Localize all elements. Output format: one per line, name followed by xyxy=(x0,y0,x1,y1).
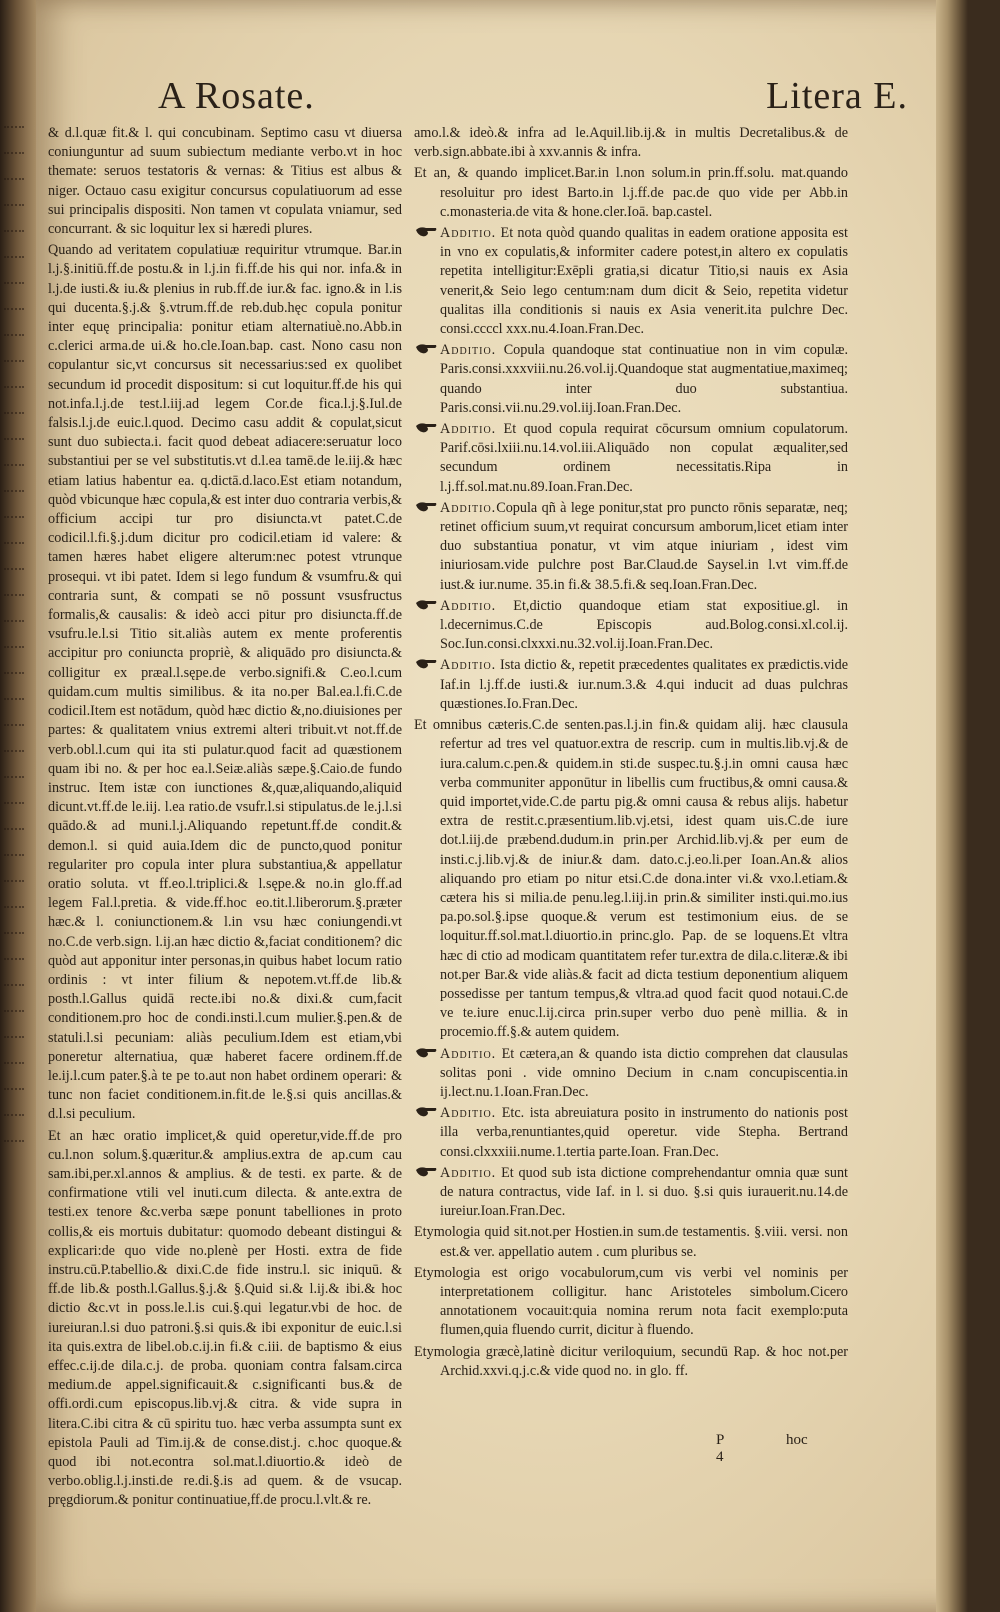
pointing-hand-icon xyxy=(414,497,438,517)
additio-note xyxy=(414,1045,848,1103)
additio-label: Additio. xyxy=(440,499,497,516)
additio-note xyxy=(414,224,848,339)
pointing-hand-icon xyxy=(414,222,438,242)
adjacent-page-text-fragment xyxy=(4,110,32,1150)
additio-label: Additio. xyxy=(440,1164,497,1181)
additio-note xyxy=(414,420,848,497)
additio-text: Copula qñ à lege ponitur,stat pro puncto rōnis separatæ, neq; retinet officium suum,vt requirat concursum amborum,licet etiam inter duo substantiua ponatur, vt vim atque iniuriam , idest vim iniuriosam.vide pulchre post Bar.Claud.de Saysel.in l.vt vim.ff.de iust.& iur.nume. 35.in fi.& 38.5.fi.& seq.Ioan.Fran.Dec. xyxy=(440,499,848,593)
paragraph: Et an hæc oratio implicet,& quid operetur,vide.ff.de pro cu.l.non solum.§.quæritur.& amplius.extra de ap.cum cau sam.ibi,per.xl.annos & amplius. & de testi. ex parte. & de confirmatione vtili vel inuti.cum dilecta. & ante.extra de testi.ex tenore &c.verba sæpe ponunt tabelliones in proto collis,& eis mortuis dubitatur: quomodo debeant distingui & explicari:de quo vide no.plenè per Hosti. extra de fide instru.cū.P.tabellio.& dixi.C.de fide instru.l. sic iniquū. & ff.de lib.& posth.l.Gallus.§.j.& §.Quid si.& l.ij.& ibi.& hoc dictio &c.vt in poss.le.l.is cui.§.qui legatur.vbi de hoc. de iureiuran.l.si duo patroni.§.si quis.& ibi exponitur de euic.l.si ita quis.extra de libel.ob.c.ij.in fi.& c.iii. de baptismo & eius effec.c.ij.de dila.c.j. de proba. quoniam contra falsam.circa medium.de appel.significauit.& c.significanti bus.& de offi.ordi.cum episcopus.lib.vj.& citra. & vide supra in litera.C.ibi citra & cū spiritu tuo. hæc verba assumpta sunt ex epistola Pauli ad Tim.ij.& de conse.dist.j. c.hoc quoque.& quod ibi not.econtra sol.mat.l.diuortio.& ideò de verbo.oblig.l.j.insti.de re.di.§.is ad quem. & de vsucap. pręgdiorum.& ponitur continuatiue,ff.de procu.l.vlt.& re. xyxy=(48,1127,402,1509)
additio-note xyxy=(414,341,848,418)
additio-note xyxy=(414,656,848,714)
additio-label: Additio. xyxy=(440,421,497,438)
book-page xyxy=(36,0,968,1612)
left-column xyxy=(48,124,402,1513)
pointing-hand-icon xyxy=(414,339,438,359)
catchword: hoc xyxy=(786,1432,808,1448)
right-column xyxy=(414,124,848,1383)
pointing-hand-icon xyxy=(414,1162,438,1182)
pointing-hand-icon xyxy=(414,418,438,438)
signature-mark: P 4 xyxy=(716,1432,724,1465)
entry-et-omnibus: Et omnibus cæteris.C.de senten.pas.l.j.in fin.& quidam alij. hæc clausula refertur ad tres vel quatuor.extra de rescrip. cum in multis.lib.vj.& de iura.calum.c.pen.& quidem.in sti.de suspec.tu.§.j.in omni causa hæc verba communiter apponūtur in libellis cum fructibus,& omni causa.& quid importet,vide.C.de partu pig.& omni causa & rebus alijs. habetur extra de restit.c.præsentium.lib.vj.etsi, idest quam uis.C.de iure dot.l.iij.de præbend.dudum.in prin.per Archid.lib.vj.& per eum de insti.c.j.lib.vj.& de iniur.& dam. dato.c.j.eo.li.per Ioan.An.& alios aliquando pro etiam po nitur etsi.C.de dona.inter vi.& vxo.l.etiam.& cætera his si milia.de penu.leg.l.iij.in prin.& similiter insti.qui.mo.ius pa.po.sol.§.ipse quoque.& verum est testimonium eius. de se loquitur.ff.sol.mat.l.diuortio.in princ.glo. Pap. de se loquens.Et vltra hæc di ctio ad modicam quantitatem refer tur.extra de dila.c.literæ.& ibi not.per Bar.& vide aliàs.& facit ad dicta testium deponentium aliquem possedisse per tantum tempus,& vltra.ad quod facit quod notaui.C.de ve te.iure enuc.l.ij.circa prin.super verbo duo penè millia. & in procemio.ff.§.& autem quidem. xyxy=(414,717,848,1041)
additio-note xyxy=(414,1164,848,1222)
additio-text: Et,dictio quandoque etiam stat expositiue.gl. in l.decernimus.C.de Episcopis aud.Bolog.consi.xl.col.ij. Soc.Iun.consi.clxxxi.nu.32.vol.ij.Ioan.Fran.Dec. xyxy=(440,597,848,653)
pointing-hand-icon xyxy=(414,1102,438,1122)
paragraph: & d.l.quæ fit.& l. qui concubinam. Septimo casu vt diuersa coniunguntur ad suum subiectum mediante verbo.vt in hoc themate: seruos testatoris & vernas: & Titius est albus & niger. Octauo casu exigitur concursus copulatiuorum ad esse sui principalis dispositi. Non tamen vt copulata vniamur, sed concurrant. & sic loquitur lex si hæredi plures. xyxy=(48,125,402,238)
additio-label: Additio. xyxy=(440,1105,497,1122)
paragraph: amo.l.& ideò.& infra ad le.Aquil.lib.ij.& in multis Decretalibus.& de verb.sign.abbate.ibi à xxv.annis & infra. xyxy=(414,125,848,161)
additio-text: Et nota quòd quando qualitas in eadem oratione apposita est in vno ex copulatis,& informiter cadere potest,in altero ex copulatis repetita intelligitur:Exēpli gratia,si dicatur Titio,si nauis ex Asia venerit,& Seio lego centum:nam dum dicit & Seio, repetita videtur qualitas illa conditionis si nauis ex Asia venerit.ita pulchre Dec. consi.ccccl xxx.nu.4.Ioan.Fran.Dec. xyxy=(440,225,848,338)
additio-label: Additio. xyxy=(440,597,497,614)
entry-etymologia: Etymologia est origo vocabulorum,cum vis verbi vel nominis per interpretationem colligitur. hanc Aristoteles simbolum.Cicero annotationem vocauit:quia nomina rerum nota facit exemplo:puta flumen,quia fluendo currit, dicitur à fluendo. xyxy=(414,1264,848,1339)
additio-label: Additio. xyxy=(440,225,497,242)
running-head-right: Litera E. xyxy=(766,75,908,117)
additio-note xyxy=(414,499,848,595)
additio-note xyxy=(414,597,848,655)
pointing-hand-icon xyxy=(414,595,438,615)
additio-label: Additio. xyxy=(440,657,497,674)
additio-label: Additio. xyxy=(440,1045,497,1062)
additio-text: Et quod sub ista dictione comprehendantur omnia quæ sunt de natura contractus, vide Iaf. in l. si duo. §.si quis iurauerit.nu.14.de iureiur.Ioan.Fran.Dec. xyxy=(440,1164,848,1220)
paragraph: Quando ad veritatem copulatiuæ requiritur vtrumque. Bar.in l.j.§.initiū.ff.de postu.& in l.j.in fi.ff.de his qui nor. infa.& in l.j.de iusti.& iu.& plenius in rub.ff.de iur.& fac. igno.& in l.is qui ducenta.§.j.& §.vtrum.ff.de reb.dub.hęc copula ponitur inter equę principalia: ponitur etiam alternatiuè.no.Abb.in c.clerici arma.de ui.& ho.cle.Ioan.bap. cast. Nono casu non copulantur sic,vt concursus sit necessarius:sed ex quolibet secundum id procedit dispositum: si cut loquitur.ff.de his qui not.infa.l.j.de test.l.iij.ad legem Cor.de fica.l.j.§.Iul.de falsis.l.j.de euic.l.quod. Decimo casu addit & copulat,sicut sunt duo subiecta.i. facit quod debeat adiacere:seruatur loco substantiui per se vel substitutis.vt d.l.ea tamē.de le.iij.& hæc etiam latius habentur ea. q.dictā.d.laco.Est etiam notandum, quòd vbicunque hæc copula,& est inter duo contraria verbis,& officium accipi tur pro disiuncta.vt patet.C.de codicil.l.fi.§.j.dum dicitur pro codicil.etiam id valere: & tamen hæres habet eligere alterum:nec potest vtrunque prosequi. vt ibi patet. Idem si lego fundum & vsumfru.& qui contraria sunt, & compati se nō possunt vsusfructus formalis,& causalis: & ideò acci pitur pro disiuncta.ff.de vsufru.le.l.si Titio sit.aliàs autem ex mente proferentis accipitur pro coniuncta propriè, & aliquādo pro disiuncta.& colligitur ex præal.l.sępe.de verbo.signifi.& C.eo.l.cum quidam.cum multis similibus. & ita no.per Bal.ea.l.fi.C.de codicil.Item est notādum, quòd hæc dictio &,no.diuisiones per partes: & qualitatem vnius extremi alteri tribuit.vt not.ff.de verb.obl.l.cum qui ita sti pulatur.quod facit ad quæstionem quam ibi no. & per hoc ea.l.Seiæ.aliàs sæpe.§.Caio.de fundo instruc. Item istæ con iunctiones &,quæ,aliquando,aliquid dicunt.vt.ff.de le.iij. l.ea ratio.de vsufr.l.si stipulatus.de le.j.l.si quādo.& ad muni.l.j.Aliquando repetunt.ff.de condit.& demon.l. si quid auia.Idem dic de puncto,quod ponitur regulariter pro copula inter plura substantiua,& appellatur oratio soluta. vt ff.eo.l.triplici.& l.sępe.& no.in glo.ff.ad legem Fal.l.pretia. & vide.ff.hoc eo.tit.l.liberorum.§.præter hæc.& l. coniunctionem.& l.in vsu hæc coniungendi.vt no.C.de verb.sign. l.ij.an hæc dictio &,faciat conditionem? dic quòd aut apponitur inter personas,in quibus habet locum ratio ordinis : vt inter filium & nepotem.vt.ff.de lib.& posth.l.Gallus quidā recte.ibi no.& dixi.& cum,facit conditionem.pro hoc de condi.insti.l.cum mulier.§.pen.& de statuli.l.si pecuniam: aliàs peculium.Idem est etiam,vbi poneretur alternatiua, quæ haberet facere ordinem.ff.de le.ij.l.cum pater.§.à te pe to.aut non habet ordinem operari: & tunc non faciet conditionem.in.fit.de le.§.si quis ancillas.& d.l.si peculium. xyxy=(48,242,402,1123)
page-fore-edge xyxy=(936,0,968,1612)
additio-text: Copula quandoque stat continuatiue non in vim copulæ. Paris.consi.xxxviii.nu.26.vol.ij.Quandoque stat augmentatiue,maximeq; quando inter duo substantiua. Paris.consi.vii.nu.29.vol.iij.Ioan.Fran.Dec. xyxy=(440,342,848,416)
additio-text: Et quod copula requirat cōcursum omnium copulatorum. Parif.cōsi.lxiii.nu.14.vol.iii.Aliquādo non copulat æqualiter,sed secundum ordinem necessitatis.Ripa in l.j.ff.sol.mat.nu.89.Ioan.Fran.Dec. xyxy=(440,421,848,495)
entry-etymologia: Etymologia græcè,latinè dicitur veriloquium, secundū Rap. & hoc not.per Archid.xxvi.q.j.c.& vide quod no. in glo. ff. xyxy=(414,1343,848,1379)
additio-label: Additio. xyxy=(440,342,497,359)
additio-text: Ista dictio &, repetit præcedentes qualitates ex prædictis.vide Iaf.in l.j.ff.de iusti.& iur.num.3.& 4.qui inducit ad duas pulchras quæstiones.Io.Fran.Dec. xyxy=(440,657,848,712)
running-head xyxy=(158,74,908,122)
entry-et-an: Et an, & quando implicet.Bar.in l.non solum.in prin.ff.solu. mat.quando resoluitur pro idest Barto.in l.j.ff.de pac.de quo vide per Abb.in c.monasteria.de vita & hone.cler.Ioā. bap.castel. xyxy=(414,165,848,220)
additio-text: Et cætera,an & quando ista dictio comprehen dat clausulas solitas poni . vide omnino Decium in c.nam concupiscentia.in ij.lect.nu.1.Ioan.Fran.Dec. xyxy=(440,1045,848,1100)
binding-gutter xyxy=(0,0,36,1612)
entry-etymologia: Etymologia quid sit.not.per Hostien.in sum.de testamentis. §.viii. versi. non est.& ver. appellatio autem . cum pluribus se. xyxy=(414,1224,848,1260)
pointing-hand-icon xyxy=(414,1043,438,1063)
pointing-hand-icon xyxy=(414,654,438,674)
additio-note xyxy=(414,1104,848,1162)
running-head-left: A Rosate. xyxy=(158,75,315,117)
additio-text: Etc. ista abreuiatura posito in instrumento do nationis post illa verba,renuntiantes,quid operetur. vide Stepha. Bertrand consi.clxxxiii.nume.1.tertia parte.Ioan. Fran.Dec. xyxy=(440,1105,848,1160)
